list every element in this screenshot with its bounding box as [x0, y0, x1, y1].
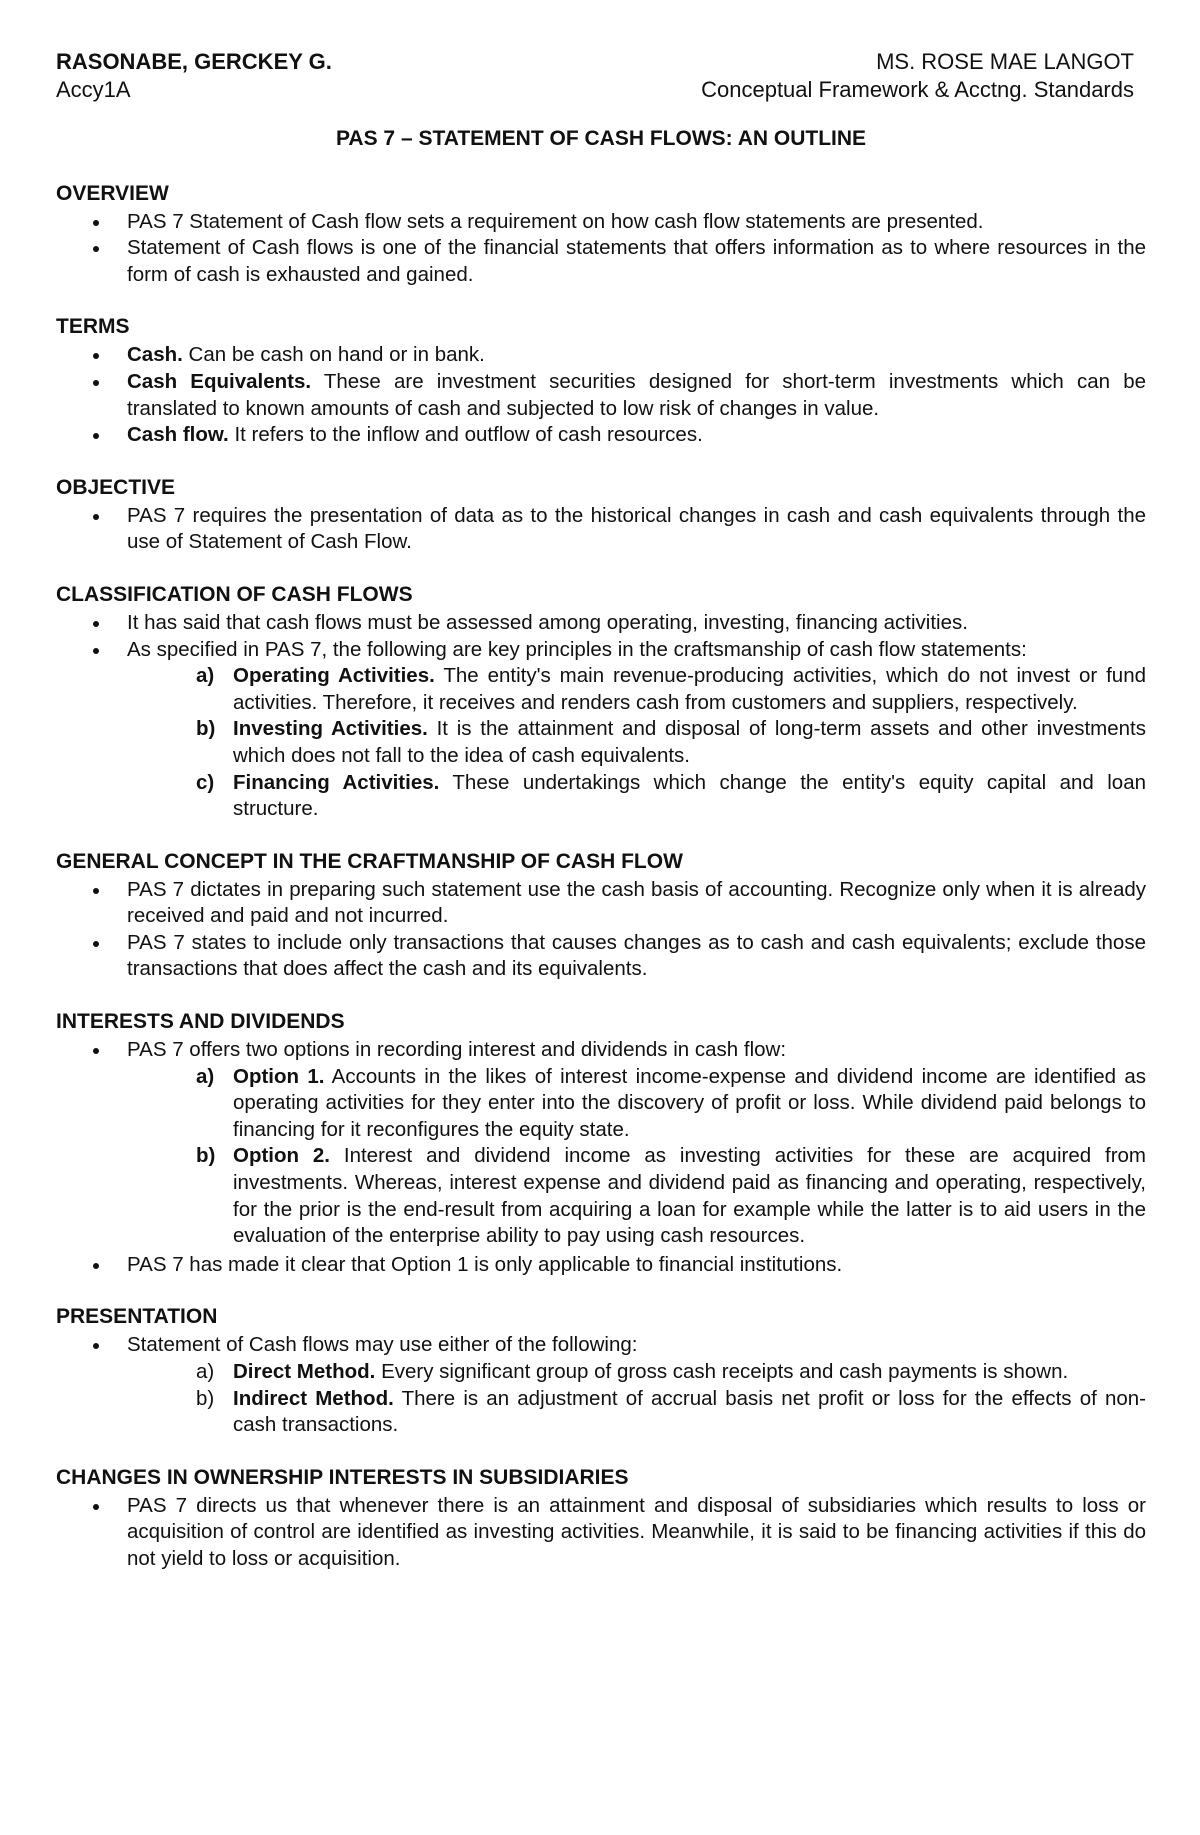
sub-list-item: c) Financing Activities. These undertakings which change the entity's equity capital and loan structure. — [196, 770, 1146, 821]
section-heading-objective: OBJECTIVE — [56, 475, 176, 499]
list-item: Cash Equivalents. These are investment securities designed for short-term investments which can be translated to known amounts of cash and subjected to low risk of changes in value. — [56, 369, 1146, 422]
course-name: Conceptual Framework & Acctng. Standards — [701, 77, 1134, 102]
list-item: Statement of Cash flows is one of the financial statements that offers information as to where resources in the form of cash is exhausted and gained. — [56, 235, 1146, 288]
term-label: Indirect Method. — [233, 1386, 394, 1410]
bullet-icon — [93, 1263, 99, 1269]
list-item: PAS 7 has made it clear that Option 1 is only applicable to financial institutions. — [56, 1252, 1146, 1279]
interests-list — [56, 1037, 1146, 1064]
document-header — [56, 48, 1146, 104]
section-heading-terms: TERMS — [56, 315, 130, 339]
list-item: PAS 7 requires the presentation of data as to the historical changes in cash and cash equivalents through the use of Statement of Cash Flow. — [56, 503, 1146, 556]
bullet-icon — [93, 1504, 99, 1510]
section-heading-overview: OVERVIEW — [56, 181, 169, 205]
list-item: PAS 7 dictates in preparing such statement use the cash basis of accounting. Recognize only when it is already received and paid and not incurred. — [56, 877, 1146, 930]
presentation-sublist — [56, 1359, 1146, 1439]
section-heading-ownership: CHANGES IN OWNERSHIP INTERESTS IN SUBSIDIARIES — [56, 1465, 629, 1489]
section-heading-presentation: PRESENTATION — [56, 1305, 218, 1329]
bullet-icon — [93, 433, 99, 439]
list-item: Cash flow. It refers to the inflow and outflow of cash resources. — [56, 422, 1146, 449]
term-label: Option 1. — [233, 1064, 325, 1088]
bullet-icon — [93, 246, 99, 252]
sub-list-item: a) Direct Method. Every significant group of gross cash receipts and cash payments is shown. — [196, 1360, 1069, 1383]
student-name: RASONABE, GERCKEY G. — [56, 49, 332, 74]
list-item: PAS 7 directs us that whenever there is an attainment and disposal of subsidiaries which results to loss or acquisition of control are identified as investing activities. Meanwhile, it is said to be financing activities if this do not yield to loss or acquisition. — [56, 1493, 1146, 1573]
bullet-icon — [93, 648, 99, 654]
student-section: Accy1A — [56, 77, 131, 102]
list-item: PAS 7 states to include only transactions that causes changes as to cash and cash equivalents; exclude those transactions that does affect the cash and its equivalents. — [56, 930, 1146, 983]
interests-sublist — [56, 1064, 1146, 1250]
document-title: PAS 7 – STATEMENT OF CASH FLOWS: AN OUTLINE — [335, 127, 867, 150]
term-label: Cash flow. — [127, 423, 229, 447]
term-label: Investing Activities. — [233, 717, 428, 741]
interests-list-continued — [56, 1252, 1146, 1279]
term-label: Cash Equivalents. — [127, 369, 312, 393]
instructor-name: MS. ROSE MAE LANGOT — [876, 49, 1134, 74]
section-heading-general-concept: GENERAL CONCEPT IN THE CRAFTMANSHIP OF CASH FLOW — [56, 849, 683, 873]
terms-list — [56, 342, 1146, 448]
bullet-icon — [93, 220, 99, 226]
bullet-icon — [93, 888, 99, 894]
header-left — [56, 48, 332, 104]
list-item: As specified in PAS 7, the following are key principles in the craftsmanship of cash flow statements: — [56, 637, 1146, 664]
sub-list-item: b) Indirect Method. There is an adjustment of accrual basis net profit or loss for the effects of non-cash transactions. — [196, 1386, 1146, 1437]
section-heading-interests: INTERESTS AND DIVIDENDS — [56, 1010, 345, 1034]
presentation-list — [56, 1332, 1146, 1359]
general-concept-list — [56, 877, 1146, 983]
list-item: Cash. Can be cash on hand or in bank. — [56, 342, 1146, 369]
term-label: Cash. — [127, 343, 183, 367]
list-item: PAS 7 Statement of Cash flow sets a requirement on how cash flow statements are presented. — [56, 209, 1146, 236]
sub-list-item: a) Option 1. Accounts in the likes of interest income-expense and dividend income are identified as operating activities for they enter into the discovery of profit or loss. While dividend paid belongs to financing for it reconfigures the equity state. — [196, 1064, 1146, 1141]
classification-list — [56, 610, 1146, 663]
classification-sublist — [56, 663, 1146, 823]
list-item: It has said that cash flows must be assessed among operating, investing, financing activities. — [56, 610, 1146, 637]
term-label: Financing Activities. — [233, 770, 440, 794]
header-right — [701, 48, 1134, 104]
term-label: Option 2. — [233, 1144, 331, 1168]
sub-list-item: b) Investing Activities. It is the attainment and disposal of long-term assets and other investments which does not fall to the idea of cash equivalents. — [196, 717, 1146, 767]
objective-list — [56, 503, 1146, 556]
bullet-icon — [93, 1343, 99, 1349]
bullet-icon — [93, 514, 99, 520]
bullet-icon — [93, 380, 99, 386]
sub-list-item: a) Operating Activities. The entity's main revenue-producing activities, which do not invest or fund activities. Therefore, it receives and renders cash from customers and suppliers, respectively. — [196, 664, 1147, 714]
term-label: Direct Method. — [233, 1360, 376, 1383]
term-label: Operating Activities. — [233, 664, 435, 688]
section-heading-classification: CLASSIFICATION OF CASH FLOWS — [56, 582, 413, 606]
list-item: Statement of Cash flows may use either of the following: — [56, 1332, 1146, 1359]
ownership-list — [56, 1493, 1146, 1573]
document-page — [56, 48, 1146, 1573]
bullet-icon — [93, 621, 99, 627]
bullet-icon — [93, 941, 99, 947]
bullet-icon — [93, 353, 99, 359]
list-item: PAS 7 offers two options in recording interest and dividends in cash flow: — [56, 1037, 1146, 1064]
sub-list-item: b) Option 2. Interest and dividend income as investing activities for these are acquired from investments. Whereas, interest expense and dividend paid as financing and operating, respectively, for the prior is the end-result from acquiring a loan for example while the latter is to aid users in the evaluation of the enterprise ability to pay using cash resources. — [196, 1144, 1147, 1248]
overview-list — [56, 209, 1146, 289]
bullet-icon — [93, 1048, 99, 1054]
